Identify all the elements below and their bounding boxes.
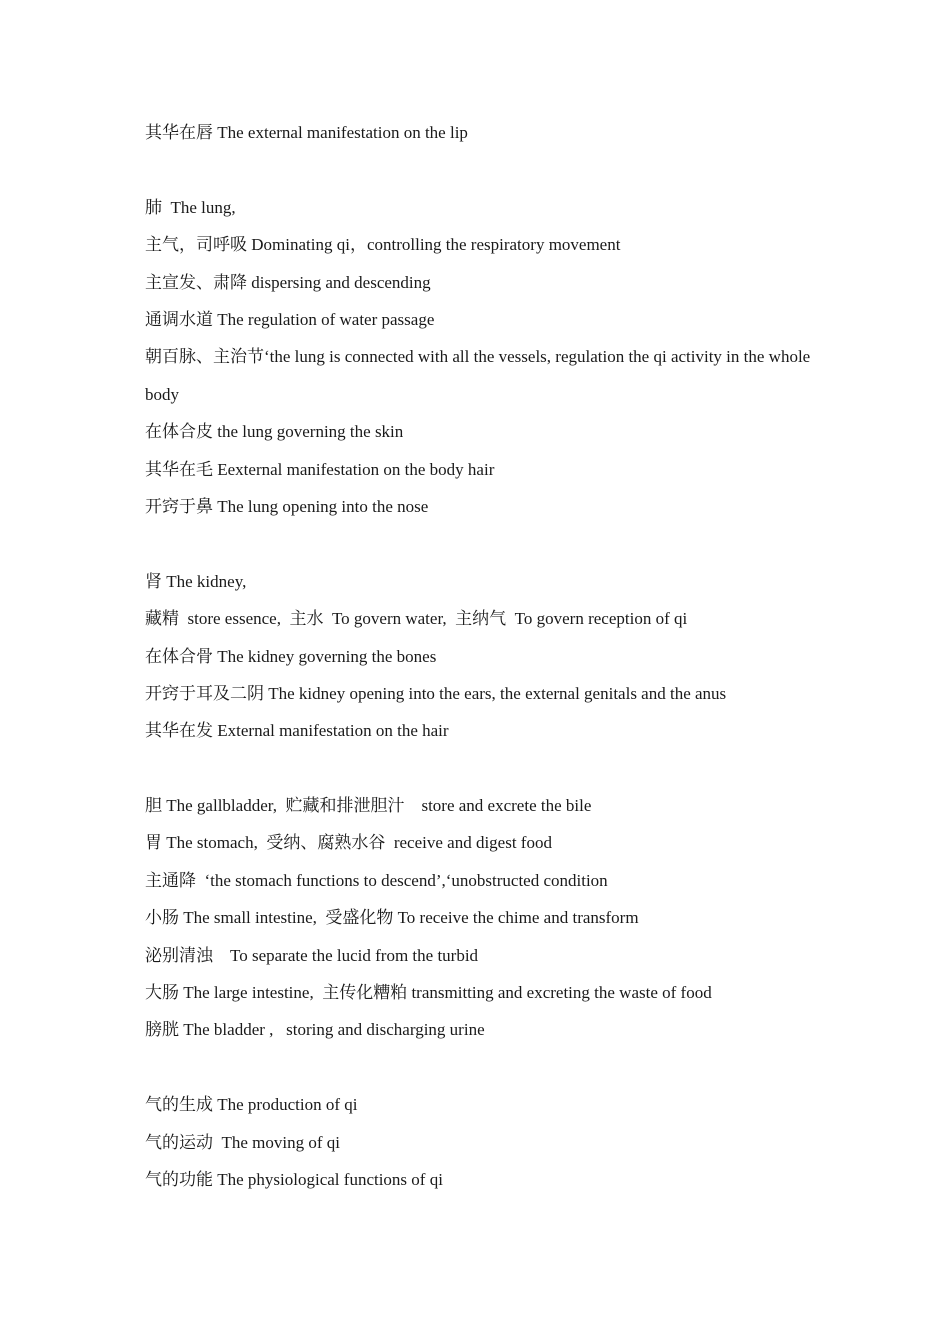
- text-line-lung-qi: 主气，司呼吸 Dominating qi，controlling the respiratory movement: [145, 235, 621, 255]
- text-line-kidney-bones: 在体合骨 The kidney governing the bones: [145, 646, 437, 666]
- paragraph-spacer: [145, 525, 825, 562]
- text-line-lung-skin: 在体合皮 the lung governing the skin: [145, 422, 404, 442]
- text-line-lip-manifestation: 其华在唇 The external manifestation on the lip: [145, 123, 468, 142]
- paragraph-spacer: [145, 1049, 825, 1086]
- text-line-separate-lucid: 泌别清浊 To separate the lucid from the turbid: [145, 945, 479, 965]
- text-line-stomach: 胃 The stomach, 受纳、腐熟水谷 receive and digest food: [145, 833, 552, 853]
- heading-kidney: 肾 The kidney,: [145, 571, 247, 591]
- paragraph-spacer: [145, 151, 825, 188]
- text-line-qi-functions: 气的功能 The physiological functions of qi: [145, 1169, 443, 1189]
- text-line-kidney-hair: 其华在发 External manifestation on the hair: [145, 721, 449, 741]
- text-line-bladder: 膀胱 The bladder , storing and discharging urine: [145, 1020, 485, 1040]
- text-line-lung-dispersing: 主宣发、肃降 dispersing and descending: [145, 272, 431, 292]
- text-line-qi-moving: 气的运动 The moving of qi: [145, 1132, 341, 1152]
- text-line-lung-vessels: 朝百脉、主治节‘the lung is connected with all the vessels, regulation the qi activity in the whole body: [145, 347, 811, 404]
- text-line-stomach-descend: 主通降 ‘the stomach functions to descend’,‘unobstructed condition: [145, 870, 608, 890]
- text-line-large-intestine: 大肠 The large intestine, 主传化糟粕 transmitting and excreting the waste of food: [145, 983, 712, 1003]
- text-line-lung-hair: 其华在毛 Eexternal manifestation on the body hair: [145, 459, 495, 479]
- text-line-qi-production: 气的生成 The production of qi: [145, 1095, 358, 1115]
- paragraph-spacer: [145, 750, 825, 787]
- text-line-lung-nose: 开窍于鼻 The lung opening into the nose: [145, 496, 429, 516]
- document-body: [145, 114, 825, 1198]
- text-line-small-intestine: 小肠 The small intestine, 受盛化物 To receive the chime and transform: [145, 908, 639, 928]
- text-line-lung-water: 通调水道 The regulation of water passage: [145, 309, 435, 329]
- text-line-kidney-essence: 藏精 store essence, 主水 To govern water, 主纳气 To govern reception of qi: [145, 609, 688, 629]
- text-line-kidney-ears: 开窍于耳及二阴 The kidney opening into the ears, the external genitals and the anus: [145, 683, 727, 703]
- text-line-gallbladder: 胆 The gallbladder, 贮藏和排泄胆汁 store and excrete the bile: [145, 796, 592, 816]
- heading-lung: 肺 The lung,: [145, 197, 236, 217]
